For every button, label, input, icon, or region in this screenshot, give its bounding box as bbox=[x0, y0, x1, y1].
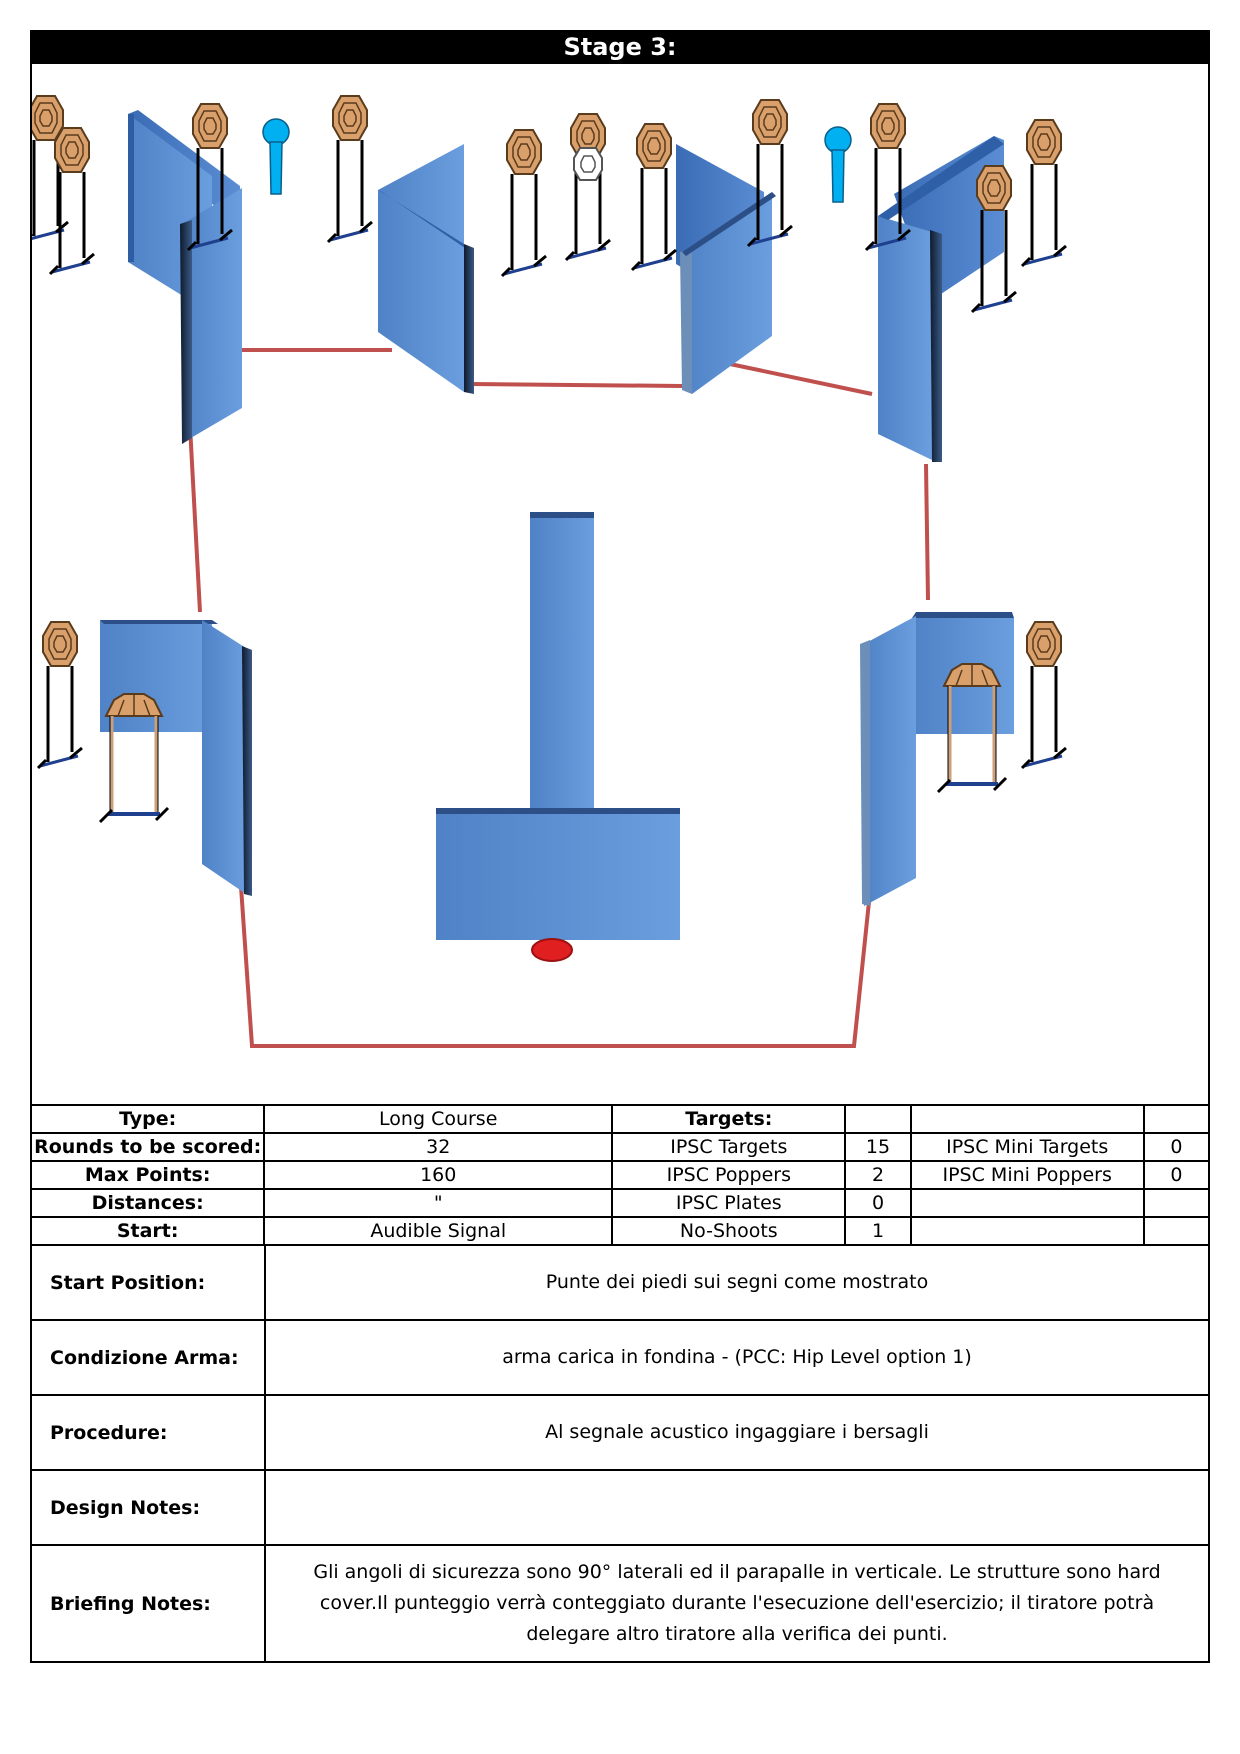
target-type-a: Targets: bbox=[612, 1105, 845, 1133]
design-notes-row bbox=[31, 1470, 1209, 1545]
ipsc-target-icon bbox=[632, 124, 676, 270]
stats-value: 32 bbox=[264, 1133, 612, 1161]
stats-label: Start: bbox=[31, 1217, 264, 1245]
target-count-a: 2 bbox=[845, 1161, 910, 1189]
wall-center-t bbox=[436, 512, 680, 940]
briefing-notes-row bbox=[31, 1545, 1209, 1662]
target-count-a: 15 bbox=[845, 1133, 910, 1161]
design-notes-value bbox=[265, 1470, 1209, 1545]
no-shoot-target-icon bbox=[574, 148, 602, 180]
procedure-value: Al segnale acustico ingaggiare i bersagli bbox=[265, 1395, 1209, 1470]
stats-label: Max Points: bbox=[31, 1161, 264, 1189]
stats-row bbox=[31, 1161, 1209, 1189]
stats-label: Distances: bbox=[31, 1189, 264, 1217]
target-count-b bbox=[1144, 1105, 1209, 1133]
briefing-notes-label: Briefing Notes: bbox=[31, 1545, 265, 1662]
mini-target-icon bbox=[100, 694, 168, 822]
target-type-a: No-Shoots bbox=[612, 1217, 845, 1245]
ipsc-target-icon bbox=[1022, 622, 1066, 768]
stats-label: Rounds to be scored: bbox=[31, 1133, 264, 1161]
condizione-arma-label: Condizione Arma: bbox=[31, 1320, 265, 1395]
target-type-b bbox=[911, 1105, 1144, 1133]
target-count-a bbox=[845, 1105, 910, 1133]
ipsc-target-icon bbox=[1022, 120, 1066, 266]
stage-title: Stage 3: bbox=[30, 30, 1210, 64]
target-type-b: IPSC Mini Poppers bbox=[911, 1161, 1144, 1189]
stage-stats-table bbox=[30, 1104, 1210, 1246]
stats-row bbox=[31, 1133, 1209, 1161]
stats-value: 160 bbox=[264, 1161, 612, 1189]
design-notes-label: Design Notes: bbox=[31, 1470, 265, 1545]
stats-row bbox=[31, 1105, 1209, 1133]
target-type-b bbox=[911, 1217, 1144, 1245]
popper-icon bbox=[263, 119, 289, 194]
stats-value: Audible Signal bbox=[264, 1217, 612, 1245]
start-position-label: Start Position: bbox=[31, 1245, 265, 1320]
stage-layout-svg bbox=[32, 64, 1208, 1104]
target-type-a: IPSC Targets bbox=[612, 1133, 845, 1161]
procedure-row bbox=[31, 1395, 1209, 1470]
wall-top-center-left bbox=[378, 144, 474, 394]
target-count-b: 0 bbox=[1144, 1161, 1209, 1189]
stats-value: " bbox=[264, 1189, 612, 1217]
start-marker-icon bbox=[532, 939, 572, 961]
briefing-notes-value: Gli angoli di sicurezza sono 90° laterali ed il parapalle in verticale. Le strutture sono hard cover.Il punteggio verrà conteggiato durante l'esecuzione dell'esercizio; il tiratore potrà delegare altro tiratore alla verifica dei punti. bbox=[265, 1545, 1209, 1662]
stats-value: Long Course bbox=[264, 1105, 612, 1133]
stats-label: Type: bbox=[31, 1105, 264, 1133]
stage-sheet bbox=[30, 30, 1210, 1663]
target-count-b bbox=[1144, 1217, 1209, 1245]
target-count-a: 0 bbox=[845, 1189, 910, 1217]
target-type-b: IPSC Mini Targets bbox=[911, 1133, 1144, 1161]
procedure-label: Procedure: bbox=[31, 1395, 265, 1470]
start-position-value: Punte dei piedi sui segni come mostrato bbox=[265, 1245, 1209, 1320]
stats-row bbox=[31, 1217, 1209, 1245]
ipsc-target-icon bbox=[328, 96, 372, 242]
stage-diagram bbox=[30, 64, 1210, 1104]
ipsc-target-icon bbox=[502, 130, 546, 276]
target-type-b bbox=[911, 1189, 1144, 1217]
ipsc-target-icon bbox=[566, 114, 610, 260]
target-count-b bbox=[1144, 1189, 1209, 1217]
stats-row bbox=[31, 1189, 1209, 1217]
stage-notes-table bbox=[30, 1244, 1210, 1663]
condizione-arma-value: arma carica in fondina - (PCC: Hip Level option 1) bbox=[265, 1320, 1209, 1395]
target-count-b: 0 bbox=[1144, 1133, 1209, 1161]
target-type-a: IPSC Poppers bbox=[612, 1161, 845, 1189]
wall-top-left bbox=[128, 110, 242, 444]
condizione-arma-row bbox=[31, 1320, 1209, 1395]
wall-mid-left bbox=[100, 620, 252, 896]
wall-top-center-right bbox=[676, 144, 776, 394]
start-position-row bbox=[31, 1245, 1209, 1320]
wall-mid-right bbox=[860, 612, 1014, 906]
ipsc-target-icon bbox=[38, 622, 82, 768]
target-count-a: 1 bbox=[845, 1217, 910, 1245]
target-type-a: IPSC Plates bbox=[612, 1189, 845, 1217]
popper-icon bbox=[825, 127, 851, 202]
